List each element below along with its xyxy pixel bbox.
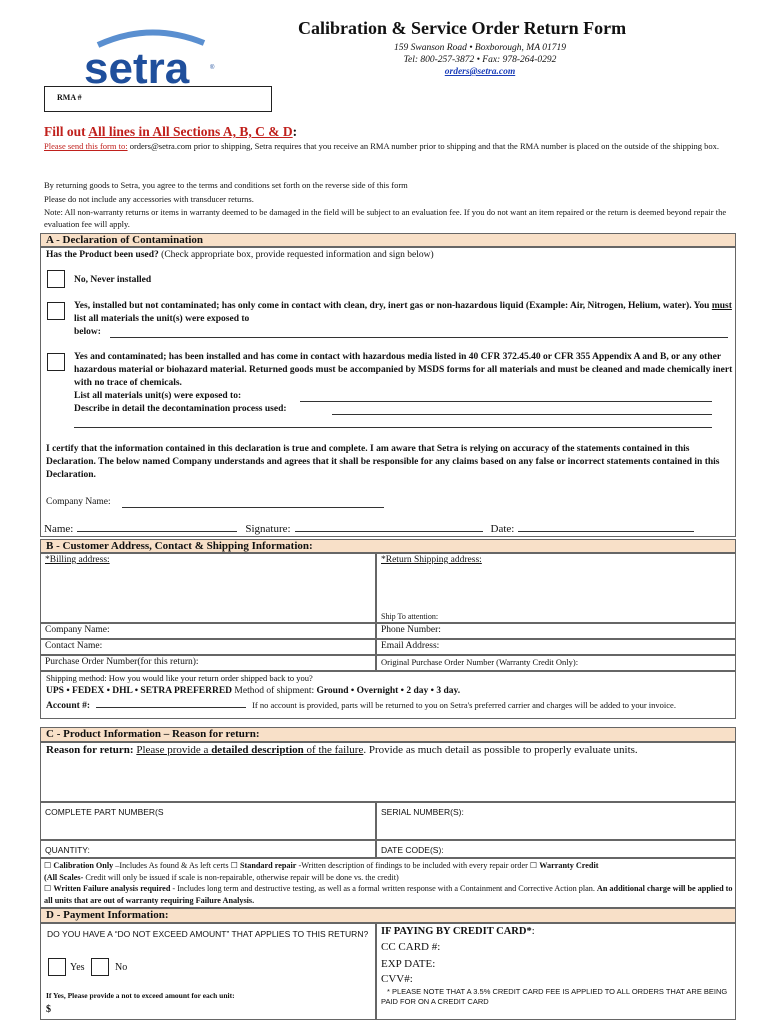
ship-method-question: Shipping method: How you would like your return order shipped back to you? bbox=[46, 673, 313, 683]
form-title: Calibration & Service Order Return Form bbox=[298, 18, 627, 38]
calibration-checkbox[interactable]: ☐ bbox=[44, 861, 52, 870]
company-name-line[interactable] bbox=[122, 507, 384, 508]
service-options: ☐ Calibration Only –Includes As found & As left certs ☐ Standard repair -Written description of findings to be included with every repair order ☐ Warranty Credit (All Scales- Credit will only be issued if scale is non-repairable, otherwise repair will be done vs. the credit) ☐ Written Failure analysis required - Includes long term and destructive testing, as well as a formal written response with a Containment and Corrective Action plan. An additional charge will be applied to all units that are out of warranty requiring Failure Analysis. bbox=[44, 861, 733, 905]
never-installed-checkbox[interactable] bbox=[47, 270, 65, 288]
section-a-header: A - Declaration of Contamination bbox=[40, 233, 736, 247]
reason-label-row: Reason for return: Please provide a detailed description of the failure. Provide as much detail as possible to properly evaluate units. bbox=[46, 744, 638, 756]
exp-date-field[interactable]: EXP DATE: bbox=[381, 958, 436, 970]
decontamination-label: Describe in detail the decontamination process used: bbox=[74, 404, 287, 414]
never-installed-label: No, Never installed bbox=[74, 275, 152, 285]
contaminated-checkbox[interactable] bbox=[47, 353, 65, 371]
not-contaminated-label: Yes, installed but not contaminated; has only come in contact with clean, dry, inert gas or non-hazardous liquid (Example: Air, Nitrogen, Helium, water). You must list all materials the unit(s) were exposed to below: bbox=[74, 301, 732, 337]
terms-text: By returning goods to Setra, you agree to the terms and conditions set forth on the reverse side of this form bbox=[44, 180, 408, 190]
serial-number-field[interactable]: SERIAL NUMBER(S): bbox=[376, 802, 736, 840]
account-row: Account #: If no account is provided, parts will be returned to you on Setra's preferred carrier and charges will be added to your invoice. bbox=[46, 700, 676, 711]
not-contaminated-checkbox[interactable] bbox=[47, 302, 65, 320]
date-code-field[interactable]: DATE CODE(S): bbox=[376, 840, 736, 858]
section-b-header: B - Customer Address, Contact & Shipping Information: bbox=[40, 539, 736, 553]
exceed-yes-label: Yes bbox=[70, 962, 85, 973]
cc-number-field[interactable]: CC CARD #: bbox=[381, 941, 441, 953]
exceed-no-label: No bbox=[115, 962, 128, 973]
send-instruction: Please send this form to: orders@setra.com prior to shipping, Setra requires that you receive an RMA number prior to shipping and that the RMA number is placed on the outside of the shipping box. bbox=[44, 141, 719, 151]
contact-field[interactable]: Contact Name: bbox=[40, 639, 376, 655]
signature-line[interactable] bbox=[295, 531, 483, 532]
po-field[interactable]: Purchase Order Number(for this return): bbox=[40, 655, 376, 671]
logo-swoosh bbox=[80, 25, 220, 95]
account-line[interactable] bbox=[96, 707, 246, 708]
decontamination-line-2[interactable] bbox=[74, 427, 712, 428]
company-field[interactable]: Company Name: bbox=[40, 623, 376, 639]
company-name-label: Company Name: bbox=[46, 497, 111, 507]
section-d-header: D - Payment Information: bbox=[40, 908, 736, 923]
ship-method-options: UPS • FEDEX • DHL • SETRA PREFERRED Method of shipment: Ground • Overnight • 2 day • 3 day. bbox=[46, 686, 461, 696]
ship-to-label: Ship To attention: bbox=[381, 612, 439, 621]
product-used-question: Has the Product been used? (Check appropriate box, provide requested information and sign below) bbox=[46, 250, 434, 260]
name-line[interactable] bbox=[77, 531, 237, 532]
dollar-field[interactable]: $ bbox=[46, 1004, 51, 1015]
address: 159 Swanson Road • Boxborough, MA 01719 bbox=[394, 43, 566, 53]
exceed-amount-box: DO YOU HAVE A “DO NOT EXCEED AMOUNT” THAT APPLIES TO THIS RETURN? bbox=[40, 923, 376, 1020]
evaluation-note: Note: All non-warranty returns or items in warranty deemed to be damaged in the field will be subject to an evaluation fee. If you do not want an item repaired or the return is deemed beyond repair the evaluation fee will apply. bbox=[44, 207, 727, 229]
rma-label: RMA # bbox=[57, 93, 82, 102]
fill-instruction: Fill out All lines in All Sections A, B, C & D: bbox=[44, 124, 298, 139]
date-line[interactable] bbox=[518, 531, 694, 532]
materials-line[interactable] bbox=[110, 337, 728, 338]
part-number-field[interactable]: COMPLETE PART NUMBER(S bbox=[40, 802, 376, 840]
signature-row: Name: Signature: Date: bbox=[44, 523, 694, 535]
warranty-credit-checkbox[interactable]: ☐ bbox=[529, 861, 538, 870]
phone-fax: Tel: 800-257-3872 • Fax: 978-264-0292 bbox=[403, 55, 557, 65]
setra-logo bbox=[80, 25, 220, 95]
cvv-field[interactable]: CVV#: bbox=[381, 973, 413, 985]
materials-exposed-label: List all materials unit(s) were exposed to: bbox=[74, 391, 242, 401]
failure-analysis-checkbox[interactable]: ☐ bbox=[44, 884, 52, 893]
exceed-yes-checkbox[interactable] bbox=[48, 958, 66, 976]
decontamination-line[interactable] bbox=[332, 414, 712, 415]
contaminated-label: Yes and contaminated; has been installed and has come in contact with hazardous media listed in 40 CFR 372.45.40 or CFR 355 Appendix A and B, or any other hazardous material or biohazard material. Returned goods must be accompanied by MSDS forms for all materials and must be cleaned and made chemically inert with no trace of chemicals. bbox=[74, 352, 733, 388]
credit-card-title: IF PAYING BY CREDIT CARD*: bbox=[381, 926, 535, 937]
accessories-text: Please do not include any accessories with transducer returns. bbox=[44, 194, 254, 204]
email-field[interactable]: Email Address: bbox=[376, 639, 736, 655]
return-shipping-field[interactable]: *Return Shipping address: Ship To attention: bbox=[376, 553, 736, 623]
email-link[interactable]: orders@setra.com bbox=[444, 67, 516, 77]
phone-field[interactable]: Phone Number: bbox=[376, 623, 736, 639]
section-c-header: C - Product Information – Reason for return: bbox=[40, 727, 736, 742]
standard-repair-checkbox[interactable]: ☐ bbox=[230, 861, 238, 870]
certification-text: I certify that the information contained in this declaration is true and complete. I am aware that Setra is relying on accuracy of the statements contained in this Declaration. The below named Company understands and agrees that it shall be responsible for any claims based on any false or incorrect statements contained in this Declaration. bbox=[46, 444, 720, 480]
cc-fee-note: * PLEASE NOTE THAT A 3.5% CREDIT CARD FEE IS APPLIED TO ALL ORDERS THAT ARE BEING PAID FOR ON A CREDIT CARD bbox=[381, 987, 728, 1006]
original-po-field[interactable]: Original Purchase Order Number (Warranty Credit Only): bbox=[376, 655, 736, 671]
rma-field[interactable] bbox=[44, 86, 272, 112]
exceed-no-checkbox[interactable] bbox=[91, 958, 109, 976]
materials-exposed-line[interactable] bbox=[300, 401, 712, 402]
not-exceed-instruction: If Yes, Please provide a not to exceed amount for each unit: bbox=[46, 991, 235, 1000]
quantity-field[interactable]: QUANTITY: bbox=[40, 840, 376, 858]
logo-text: setra bbox=[84, 44, 190, 93]
billing-address-field[interactable]: *Billing address: bbox=[40, 553, 376, 623]
svg-text:®: ® bbox=[210, 65, 215, 71]
